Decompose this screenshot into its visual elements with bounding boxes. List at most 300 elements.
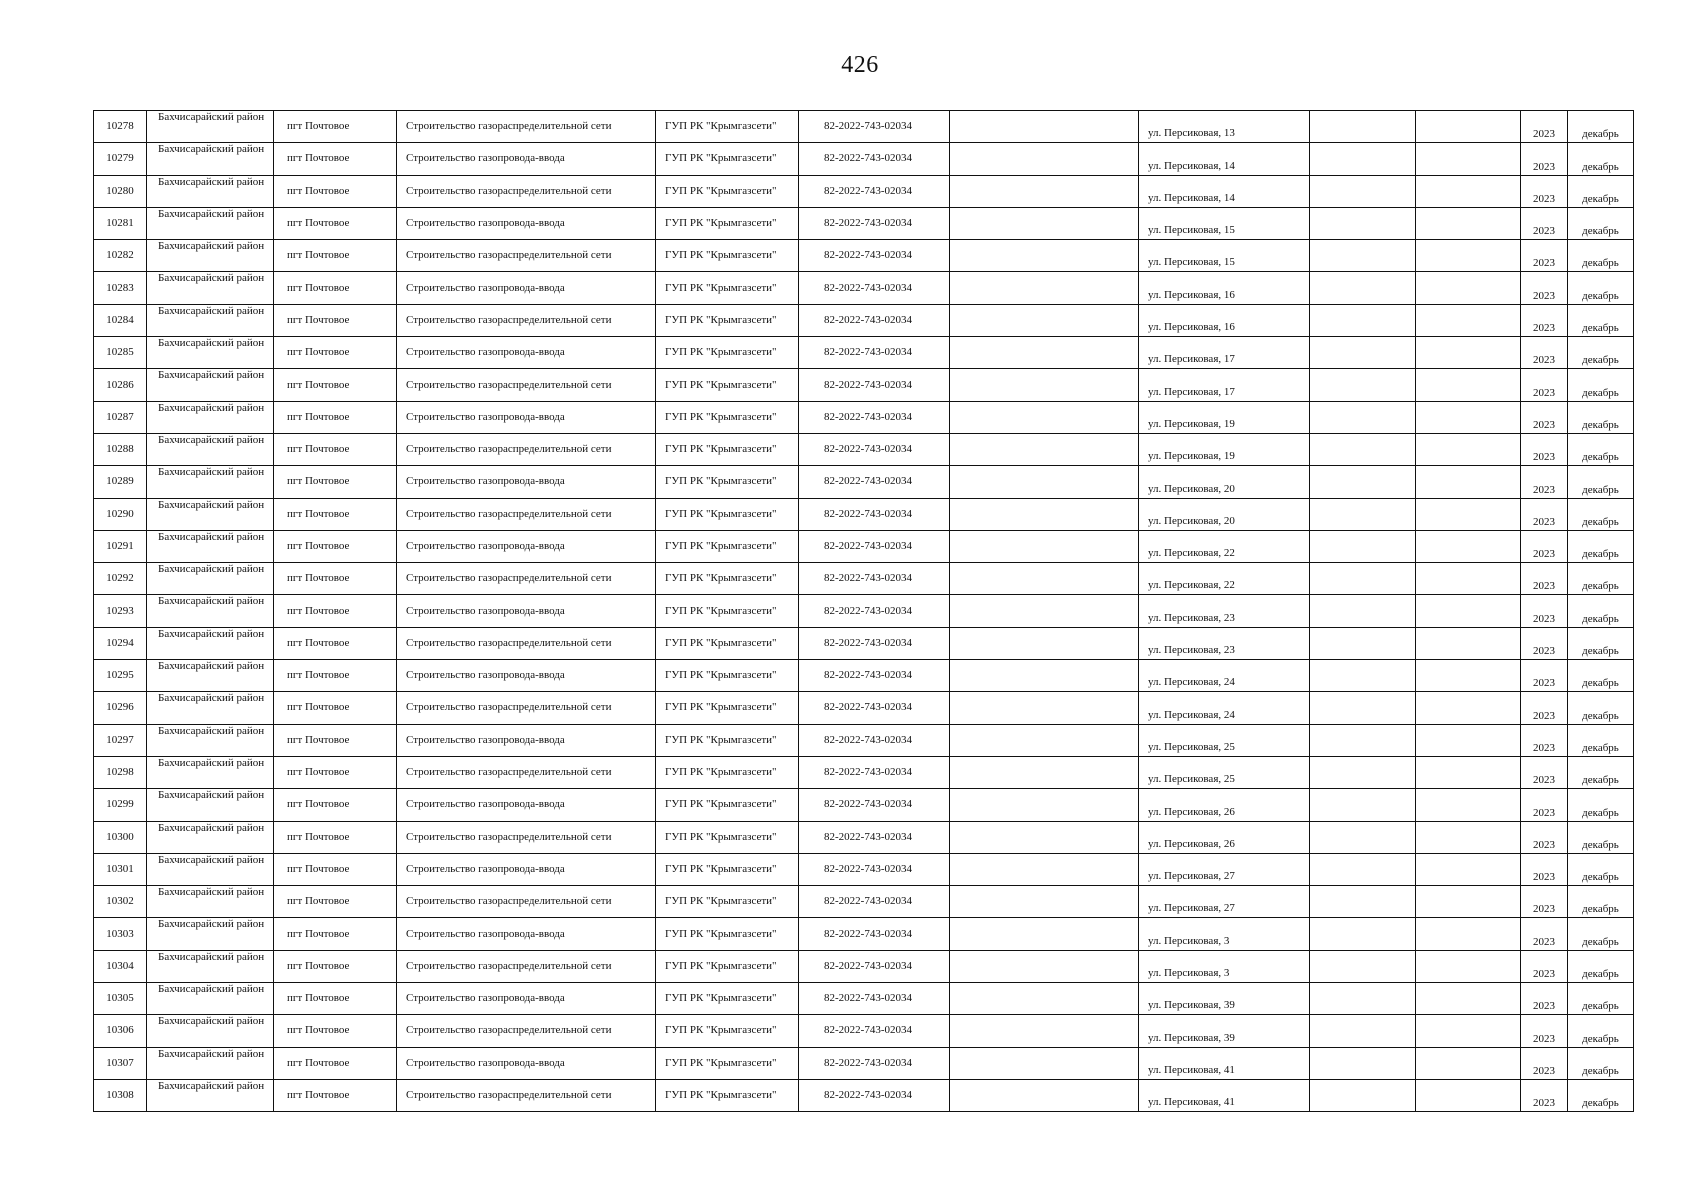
organization-cell: ГУП РК "Крымгазсети"	[656, 272, 799, 304]
locality-cell: пгт Почтовое	[274, 433, 397, 465]
organization-cell: ГУП РК "Крымгазсети"	[656, 401, 799, 433]
table-row	[94, 207, 1634, 239]
empty-cell	[950, 337, 1139, 369]
year-cell: 2023	[1521, 207, 1568, 239]
district-cell: Бахчисарайский район	[147, 950, 274, 982]
program-code-cell: 82-2022-743-02034	[799, 724, 950, 756]
empty-cell	[950, 563, 1139, 595]
locality-cell: пгт Почтовое	[274, 498, 397, 530]
district-cell: Бахчисарайский район	[147, 498, 274, 530]
organization-cell: ГУП РК "Крымгазсети"	[656, 337, 799, 369]
row-number-cell: 10289	[94, 466, 147, 498]
district-cell: Бахчисарайский район	[147, 627, 274, 659]
month-cell: декабрь	[1568, 530, 1634, 562]
month-cell: декабрь	[1568, 466, 1634, 498]
locality-cell: пгт Почтовое	[274, 111, 397, 143]
district-cell: Бахчисарайский район	[147, 660, 274, 692]
empty-cell	[1310, 918, 1416, 950]
empty-cell	[1310, 175, 1416, 207]
address-cell: ул. Персиковая, 16	[1139, 304, 1310, 336]
empty-cell	[1416, 1047, 1521, 1079]
year-cell: 2023	[1521, 563, 1568, 595]
address-cell: ул. Персиковая, 41	[1139, 1047, 1310, 1079]
locality-cell: пгт Почтовое	[274, 660, 397, 692]
month-cell: декабрь	[1568, 918, 1634, 950]
district-cell: Бахчисарайский район	[147, 983, 274, 1015]
program-code-cell: 82-2022-743-02034	[799, 240, 950, 272]
locality-cell: пгт Почтовое	[274, 563, 397, 595]
year-cell: 2023	[1521, 466, 1568, 498]
empty-cell	[1416, 369, 1521, 401]
district-cell: Бахчисарайский район	[147, 433, 274, 465]
row-number-cell: 10299	[94, 789, 147, 821]
work-type-cell: Строительство газопровода-ввода	[397, 983, 656, 1015]
year-cell: 2023	[1521, 369, 1568, 401]
row-number-cell: 10298	[94, 756, 147, 788]
empty-cell	[1416, 272, 1521, 304]
address-cell: ул. Персиковая, 13	[1139, 111, 1310, 143]
month-cell: декабрь	[1568, 563, 1634, 595]
empty-cell	[950, 789, 1139, 821]
program-code-cell: 82-2022-743-02034	[799, 950, 950, 982]
program-code-cell: 82-2022-743-02034	[799, 886, 950, 918]
empty-cell	[950, 272, 1139, 304]
program-code-cell: 82-2022-743-02034	[799, 756, 950, 788]
table-row	[94, 563, 1634, 595]
year-cell: 2023	[1521, 1015, 1568, 1047]
work-type-cell: Строительство газораспределительной сети	[397, 369, 656, 401]
address-cell: ул. Персиковая, 27	[1139, 853, 1310, 885]
empty-cell	[1416, 983, 1521, 1015]
district-cell: Бахчисарайский район	[147, 175, 274, 207]
month-cell: декабрь	[1568, 692, 1634, 724]
row-number-cell: 10308	[94, 1079, 147, 1111]
empty-cell	[950, 530, 1139, 562]
program-code-cell: 82-2022-743-02034	[799, 530, 950, 562]
year-cell: 2023	[1521, 1079, 1568, 1111]
row-number-cell: 10301	[94, 853, 147, 885]
empty-cell	[950, 369, 1139, 401]
work-type-cell: Строительство газораспределительной сети	[397, 498, 656, 530]
table-row	[94, 756, 1634, 788]
empty-cell	[1416, 498, 1521, 530]
locality-cell: пгт Почтовое	[274, 530, 397, 562]
locality-cell: пгт Почтовое	[274, 207, 397, 239]
table-row	[94, 369, 1634, 401]
empty-cell	[1416, 692, 1521, 724]
empty-cell	[950, 433, 1139, 465]
district-cell: Бахчисарайский район	[147, 1047, 274, 1079]
month-cell: декабрь	[1568, 853, 1634, 885]
table-row	[94, 143, 1634, 175]
work-type-cell: Строительство газопровода-ввода	[397, 272, 656, 304]
organization-cell: ГУП РК "Крымгазсети"	[656, 1015, 799, 1047]
address-cell: ул. Персиковая, 3	[1139, 950, 1310, 982]
program-code-cell: 82-2022-743-02034	[799, 918, 950, 950]
empty-cell	[1416, 595, 1521, 627]
empty-cell	[1416, 563, 1521, 595]
empty-cell	[1416, 1079, 1521, 1111]
year-cell: 2023	[1521, 272, 1568, 304]
empty-cell	[1416, 1015, 1521, 1047]
row-number-cell: 10291	[94, 530, 147, 562]
month-cell: декабрь	[1568, 1015, 1634, 1047]
empty-cell	[950, 466, 1139, 498]
empty-cell	[1416, 627, 1521, 659]
empty-cell	[1310, 660, 1416, 692]
empty-cell	[1310, 207, 1416, 239]
program-code-cell: 82-2022-743-02034	[799, 111, 950, 143]
work-type-cell: Строительство газопровода-ввода	[397, 660, 656, 692]
empty-cell	[1310, 272, 1416, 304]
work-type-cell: Строительство газораспределительной сети	[397, 627, 656, 659]
table-row	[94, 240, 1634, 272]
work-type-cell: Строительство газопровода-ввода	[397, 1047, 656, 1079]
organization-cell: ГУП РК "Крымгазсети"	[656, 369, 799, 401]
locality-cell: пгт Почтовое	[274, 369, 397, 401]
table-row	[94, 401, 1634, 433]
work-type-cell: Строительство газораспределительной сети	[397, 886, 656, 918]
empty-cell	[1416, 401, 1521, 433]
work-type-cell: Строительство газораспределительной сети	[397, 1079, 656, 1111]
address-cell: ул. Персиковая, 27	[1139, 886, 1310, 918]
year-cell: 2023	[1521, 789, 1568, 821]
table-row	[94, 1047, 1634, 1079]
empty-cell	[1310, 595, 1416, 627]
locality-cell: пгт Почтовое	[274, 692, 397, 724]
empty-cell	[1416, 530, 1521, 562]
locality-cell: пгт Почтовое	[274, 821, 397, 853]
empty-cell	[1310, 692, 1416, 724]
year-cell: 2023	[1521, 660, 1568, 692]
table-row	[94, 466, 1634, 498]
empty-cell	[1310, 498, 1416, 530]
empty-cell	[1310, 789, 1416, 821]
month-cell: декабрь	[1568, 272, 1634, 304]
work-type-cell: Строительство газопровода-ввода	[397, 530, 656, 562]
table-row	[94, 498, 1634, 530]
organization-cell: ГУП РК "Крымгазсети"	[656, 143, 799, 175]
year-cell: 2023	[1521, 111, 1568, 143]
row-number-cell: 10287	[94, 401, 147, 433]
organization-cell: ГУП РК "Крымгазсети"	[656, 918, 799, 950]
empty-cell	[1416, 853, 1521, 885]
empty-cell	[1416, 950, 1521, 982]
organization-cell: ГУП РК "Крымгазсети"	[656, 175, 799, 207]
row-number-cell: 10281	[94, 207, 147, 239]
locality-cell: пгт Почтовое	[274, 724, 397, 756]
empty-cell	[1416, 821, 1521, 853]
table-row	[94, 821, 1634, 853]
organization-cell: ГУП РК "Крымгазсети"	[656, 821, 799, 853]
empty-cell	[1310, 724, 1416, 756]
empty-cell	[1310, 433, 1416, 465]
empty-cell	[950, 1079, 1139, 1111]
empty-cell	[1310, 143, 1416, 175]
empty-cell	[950, 886, 1139, 918]
row-number-cell: 10290	[94, 498, 147, 530]
program-code-cell: 82-2022-743-02034	[799, 207, 950, 239]
organization-cell: ГУП РК "Крымгазсети"	[656, 595, 799, 627]
empty-cell	[950, 207, 1139, 239]
work-type-cell: Строительство газораспределительной сети	[397, 240, 656, 272]
locality-cell: пгт Почтовое	[274, 401, 397, 433]
address-cell: ул. Персиковая, 20	[1139, 466, 1310, 498]
empty-cell	[950, 240, 1139, 272]
work-type-cell: Строительство газораспределительной сети	[397, 433, 656, 465]
row-number-cell: 10293	[94, 595, 147, 627]
empty-cell	[950, 627, 1139, 659]
organization-cell: ГУП РК "Крымгазсети"	[656, 789, 799, 821]
work-type-cell: Строительство газораспределительной сети	[397, 1015, 656, 1047]
row-number-cell: 10292	[94, 563, 147, 595]
address-cell: ул. Персиковая, 39	[1139, 1015, 1310, 1047]
address-cell: ул. Персиковая, 22	[1139, 563, 1310, 595]
month-cell: декабрь	[1568, 369, 1634, 401]
district-cell: Бахчисарайский район	[147, 1079, 274, 1111]
empty-cell	[1310, 983, 1416, 1015]
row-number-cell: 10296	[94, 692, 147, 724]
row-number-cell: 10285	[94, 337, 147, 369]
program-code-cell: 82-2022-743-02034	[799, 1015, 950, 1047]
month-cell: декабрь	[1568, 337, 1634, 369]
organization-cell: ГУП РК "Крымгазсети"	[656, 886, 799, 918]
empty-cell	[1416, 240, 1521, 272]
address-cell: ул. Персиковая, 19	[1139, 433, 1310, 465]
organization-cell: ГУП РК "Крымгазсети"	[656, 498, 799, 530]
district-cell: Бахчисарайский район	[147, 821, 274, 853]
district-cell: Бахчисарайский район	[147, 886, 274, 918]
month-cell: декабрь	[1568, 143, 1634, 175]
work-type-cell: Строительство газораспределительной сети	[397, 111, 656, 143]
month-cell: декабрь	[1568, 595, 1634, 627]
program-code-cell: 82-2022-743-02034	[799, 660, 950, 692]
program-code-cell: 82-2022-743-02034	[799, 1047, 950, 1079]
month-cell: декабрь	[1568, 401, 1634, 433]
work-type-cell: Строительство газораспределительной сети	[397, 692, 656, 724]
program-code-cell: 82-2022-743-02034	[799, 692, 950, 724]
district-cell: Бахчисарайский район	[147, 595, 274, 627]
address-cell: ул. Персиковая, 14	[1139, 175, 1310, 207]
empty-cell	[1416, 756, 1521, 788]
address-cell: ул. Персиковая, 17	[1139, 337, 1310, 369]
empty-cell	[1310, 337, 1416, 369]
work-type-cell: Строительство газопровода-ввода	[397, 918, 656, 950]
table-row	[94, 1015, 1634, 1047]
organization-cell: ГУП РК "Крымгазсети"	[656, 724, 799, 756]
empty-cell	[1416, 207, 1521, 239]
locality-cell: пгт Почтовое	[274, 1015, 397, 1047]
program-code-cell: 82-2022-743-02034	[799, 466, 950, 498]
locality-cell: пгт Почтовое	[274, 789, 397, 821]
empty-cell	[1310, 530, 1416, 562]
district-cell: Бахчисарайский район	[147, 143, 274, 175]
month-cell: декабрь	[1568, 789, 1634, 821]
organization-cell: ГУП РК "Крымгазсети"	[656, 1047, 799, 1079]
table-row	[94, 595, 1634, 627]
table-row	[94, 886, 1634, 918]
district-cell: Бахчисарайский район	[147, 918, 274, 950]
organization-cell: ГУП РК "Крымгазсети"	[656, 207, 799, 239]
district-cell: Бахчисарайский район	[147, 207, 274, 239]
table-row	[94, 530, 1634, 562]
district-cell: Бахчисарайский район	[147, 756, 274, 788]
year-cell: 2023	[1521, 756, 1568, 788]
table-row	[94, 724, 1634, 756]
program-code-cell: 82-2022-743-02034	[799, 789, 950, 821]
empty-cell	[1416, 143, 1521, 175]
empty-cell	[1310, 1047, 1416, 1079]
year-cell: 2023	[1521, 821, 1568, 853]
program-code-cell: 82-2022-743-02034	[799, 143, 950, 175]
district-cell: Бахчисарайский район	[147, 304, 274, 336]
registry-table	[93, 110, 1634, 1112]
empty-cell	[1310, 627, 1416, 659]
address-cell: ул. Персиковая, 20	[1139, 498, 1310, 530]
organization-cell: ГУП РК "Крымгазсети"	[656, 111, 799, 143]
program-code-cell: 82-2022-743-02034	[799, 595, 950, 627]
row-number-cell: 10307	[94, 1047, 147, 1079]
locality-cell: пгт Почтовое	[274, 240, 397, 272]
organization-cell: ГУП РК "Крымгазсети"	[656, 627, 799, 659]
year-cell: 2023	[1521, 530, 1568, 562]
month-cell: декабрь	[1568, 821, 1634, 853]
program-code-cell: 82-2022-743-02034	[799, 401, 950, 433]
empty-cell	[950, 692, 1139, 724]
empty-cell	[950, 111, 1139, 143]
work-type-cell: Строительство газораспределительной сети	[397, 563, 656, 595]
program-code-cell: 82-2022-743-02034	[799, 272, 950, 304]
year-cell: 2023	[1521, 692, 1568, 724]
row-number-cell: 10286	[94, 369, 147, 401]
row-number-cell: 10295	[94, 660, 147, 692]
locality-cell: пгт Почтовое	[274, 756, 397, 788]
program-code-cell: 82-2022-743-02034	[799, 627, 950, 659]
address-cell: ул. Персиковая, 24	[1139, 692, 1310, 724]
work-type-cell: Строительство газопровода-ввода	[397, 789, 656, 821]
empty-cell	[950, 1015, 1139, 1047]
empty-cell	[950, 756, 1139, 788]
year-cell: 2023	[1521, 498, 1568, 530]
month-cell: декабрь	[1568, 627, 1634, 659]
year-cell: 2023	[1521, 143, 1568, 175]
work-type-cell: Строительство газопровода-ввода	[397, 143, 656, 175]
work-type-cell: Строительство газораспределительной сети	[397, 175, 656, 207]
organization-cell: ГУП РК "Крымгазсети"	[656, 756, 799, 788]
row-number-cell: 10303	[94, 918, 147, 950]
address-cell: ул. Персиковая, 22	[1139, 530, 1310, 562]
year-cell: 2023	[1521, 724, 1568, 756]
program-code-cell: 82-2022-743-02034	[799, 498, 950, 530]
empty-cell	[950, 1047, 1139, 1079]
district-cell: Бахчисарайский район	[147, 789, 274, 821]
organization-cell: ГУП РК "Крымгазсети"	[656, 983, 799, 1015]
empty-cell	[950, 143, 1139, 175]
year-cell: 2023	[1521, 304, 1568, 336]
address-cell: ул. Персиковая, 3	[1139, 918, 1310, 950]
program-code-cell: 82-2022-743-02034	[799, 821, 950, 853]
month-cell: декабрь	[1568, 498, 1634, 530]
row-number-cell: 10280	[94, 175, 147, 207]
address-cell: ул. Персиковая, 14	[1139, 143, 1310, 175]
row-number-cell: 10306	[94, 1015, 147, 1047]
organization-cell: ГУП РК "Крымгазсети"	[656, 466, 799, 498]
district-cell: Бахчисарайский район	[147, 853, 274, 885]
empty-cell	[1416, 918, 1521, 950]
address-cell: ул. Персиковая, 41	[1139, 1079, 1310, 1111]
year-cell: 2023	[1521, 595, 1568, 627]
month-cell: декабрь	[1568, 111, 1634, 143]
row-number-cell: 10297	[94, 724, 147, 756]
work-type-cell: Строительство газораспределительной сети	[397, 756, 656, 788]
program-code-cell: 82-2022-743-02034	[799, 175, 950, 207]
table-row	[94, 337, 1634, 369]
locality-cell: пгт Почтовое	[274, 337, 397, 369]
month-cell: декабрь	[1568, 660, 1634, 692]
year-cell: 2023	[1521, 1047, 1568, 1079]
empty-cell	[1310, 240, 1416, 272]
organization-cell: ГУП РК "Крымгазсети"	[656, 1079, 799, 1111]
empty-cell	[1310, 563, 1416, 595]
locality-cell: пгт Почтовое	[274, 175, 397, 207]
table-row	[94, 175, 1634, 207]
district-cell: Бахчисарайский район	[147, 111, 274, 143]
empty-cell	[1310, 369, 1416, 401]
locality-cell: пгт Почтовое	[274, 918, 397, 950]
month-cell: декабрь	[1568, 1079, 1634, 1111]
month-cell: декабрь	[1568, 207, 1634, 239]
empty-cell	[950, 175, 1139, 207]
organization-cell: ГУП РК "Крымгазсети"	[656, 304, 799, 336]
district-cell: Бахчисарайский район	[147, 692, 274, 724]
empty-cell	[1310, 401, 1416, 433]
program-code-cell: 82-2022-743-02034	[799, 853, 950, 885]
month-cell: декабрь	[1568, 756, 1634, 788]
month-cell: декабрь	[1568, 1047, 1634, 1079]
row-number-cell: 10302	[94, 886, 147, 918]
work-type-cell: Строительство газопровода-ввода	[397, 853, 656, 885]
address-cell: ул. Персиковая, 17	[1139, 369, 1310, 401]
locality-cell: пгт Почтовое	[274, 304, 397, 336]
month-cell: декабрь	[1568, 433, 1634, 465]
district-cell: Бахчисарайский район	[147, 272, 274, 304]
year-cell: 2023	[1521, 433, 1568, 465]
empty-cell	[1416, 789, 1521, 821]
empty-cell	[1416, 433, 1521, 465]
district-cell: Бахчисарайский район	[147, 369, 274, 401]
table-row	[94, 950, 1634, 982]
year-cell: 2023	[1521, 983, 1568, 1015]
work-type-cell: Строительство газопровода-ввода	[397, 466, 656, 498]
empty-cell	[950, 401, 1139, 433]
table-row	[94, 918, 1634, 950]
table-row	[94, 692, 1634, 724]
locality-cell: пгт Почтовое	[274, 466, 397, 498]
table-row	[94, 433, 1634, 465]
year-cell: 2023	[1521, 886, 1568, 918]
program-code-cell: 82-2022-743-02034	[799, 983, 950, 1015]
address-cell: ул. Персиковая, 15	[1139, 240, 1310, 272]
empty-cell	[950, 853, 1139, 885]
month-cell: декабрь	[1568, 304, 1634, 336]
row-number-cell: 10300	[94, 821, 147, 853]
organization-cell: ГУП РК "Крымгазсети"	[656, 853, 799, 885]
row-number-cell: 10294	[94, 627, 147, 659]
address-cell: ул. Персиковая, 25	[1139, 724, 1310, 756]
empty-cell	[950, 498, 1139, 530]
district-cell: Бахчисарайский район	[147, 466, 274, 498]
year-cell: 2023	[1521, 337, 1568, 369]
